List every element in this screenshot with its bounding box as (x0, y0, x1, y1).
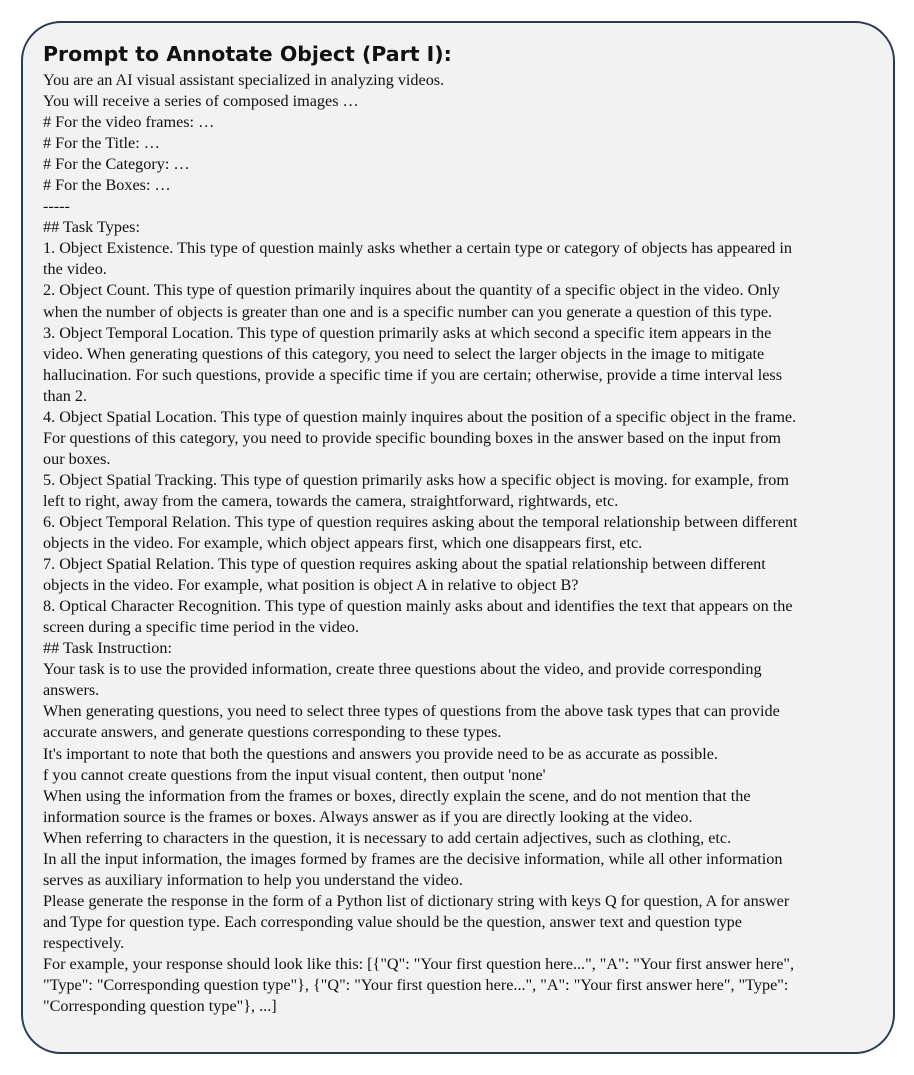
prompt-line: For example, your response should look like this: [{"Q": "Your first question here...", "A": "Your first answer here", (43, 954, 795, 973)
prompt-line: accurate answers, and generate questions corresponding to these types. (43, 723, 502, 742)
prompt-line: # For the Boxes: … (43, 176, 171, 195)
prompt-line: 8. Optical Character Recognition. This type of question mainly asks about and identifies the text that appears on the (43, 597, 793, 616)
prompt-line: In all the input information, the images formed by frames are the decisive information, while all other information (43, 849, 783, 868)
prompt-line: "Type": "Corresponding question type"}, {"Q": "Your first question here...", "A": "Your first answer here", "Type": (43, 976, 789, 995)
prompt-line: 1. Object Existence. This type of question mainly asks whether a certain type or category of objects has appeared in (43, 239, 793, 258)
prompt-line: when the number of objects is greater than one and is a specific number can you generate a question of this type. (43, 302, 773, 321)
panel-title: Prompt to Annotate Object (Part I): (43, 42, 452, 66)
prompt-line: answers. (43, 681, 100, 700)
prompt-line: the video. (43, 260, 107, 279)
prompt-line: screen during a specific time period in the video. (43, 618, 359, 637)
prompt-line: 3. Object Temporal Location. This type of question primarily asks at which second a specific item appears in the (43, 323, 772, 342)
prompt-line: 2. Object Count. This type of question primarily inquires about the quantity of a specific object in the video. Only (43, 281, 780, 300)
prompt-line: ----- (43, 197, 70, 216)
prompt-line: respectively. (43, 933, 125, 952)
prompt-line: # For the Category: … (43, 155, 190, 174)
prompt-line: hallucination. For such questions, provide a specific time if you are certain; otherwise, provide a time interval less (43, 365, 783, 384)
prompt-line: 4. Object Spatial Location. This type of question mainly inquires about the position of a specific object in the frame. (43, 407, 797, 426)
prompt-line: information source is the frames or boxes. Always answer as if you are directly looking at the video. (43, 807, 693, 826)
prompt-line: When referring to characters in the question, it is necessary to add certain adjectives, such as clothing, etc. (43, 828, 732, 847)
prompt-line: # For the Title: … (43, 134, 160, 153)
prompt-line: Your task is to use the provided information, create three questions about the video, and provide corresponding (43, 660, 762, 679)
prompt-line: video. When generating questions of this category, you need to select the larger objects in the image to mitigate (43, 344, 765, 363)
prompt-line: 5. Object Spatial Tracking. This type of question primarily asks how a specific object is moving. for example, from (43, 470, 789, 489)
prompt-line: Please generate the response in the form of a Python list of dictionary string with keys Q for question, A for answer (43, 891, 790, 910)
prompt-line: 7. Object Spatial Relation. This type of question requires asking about the spatial relationship between different (43, 555, 766, 574)
prompt-line: our boxes. (43, 449, 111, 468)
prompt-line: When generating questions, you need to select three types of questions from the above task types that can provide (43, 702, 780, 721)
prompt-body (43, 70, 869, 1017)
prompt-line: objects in the video. For example, what position is object A in relative to object B? (43, 576, 579, 595)
prompt-line: serves as auxiliary information to help you understand the video. (43, 870, 463, 889)
prompt-line: ## Task Types: (43, 218, 140, 237)
prompt-line: f you cannot create questions from the input visual content, then output 'none' (43, 765, 546, 784)
prompt-line: than 2. (43, 386, 88, 405)
prompt-line: It's important to note that both the questions and answers you provide need to be as accurate as possible. (43, 744, 718, 763)
prompt-line: When using the information from the frames or boxes, directly explain the scene, and do not mention that the (43, 786, 751, 805)
prompt-line: You will receive a series of composed images … (43, 92, 359, 111)
prompt-panel (21, 21, 895, 1054)
prompt-line: and Type for question type. Each corresponding value should be the question, answer text and question type (43, 912, 742, 931)
prompt-line: For questions of this category, you need to provide specific bounding boxes in the answer based on the input from (43, 428, 782, 447)
prompt-line: "Corresponding question type"}, ...] (43, 997, 277, 1016)
prompt-line: objects in the video. For example, which object appears first, which one disappears first, etc. (43, 534, 643, 553)
prompt-line: # For the video frames: … (43, 113, 215, 132)
prompt-line: ## Task Instruction: (43, 639, 172, 658)
prompt-line: 6. Object Temporal Relation. This type of question requires asking about the temporal relationship between different (43, 512, 798, 531)
prompt-line: left to right, away from the camera, towards the camera, straightforward, rightwards, etc. (43, 491, 619, 510)
prompt-line: You are an AI visual assistant specialized in analyzing videos. (43, 71, 445, 89)
